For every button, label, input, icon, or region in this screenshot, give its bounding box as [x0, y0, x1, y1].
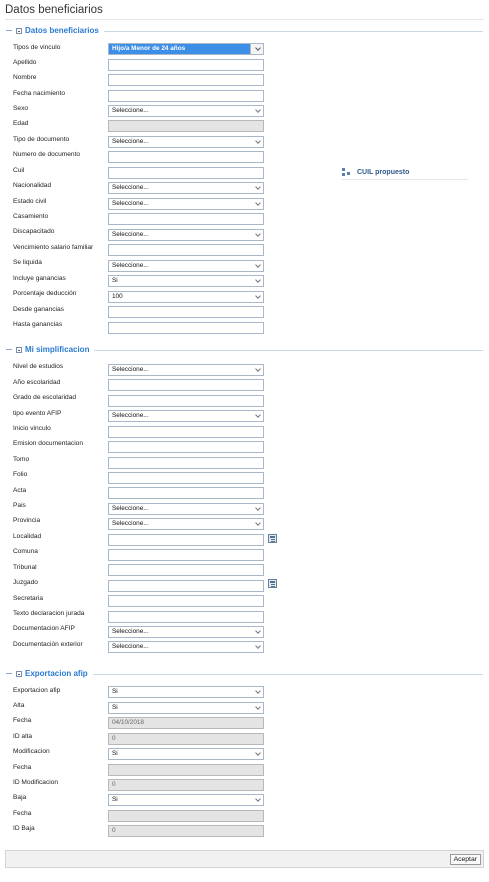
page-title: Datos beneficiarios [5, 4, 103, 16]
section-datos-beneficiarios [6, 26, 483, 36]
section-header[interactable] [6, 669, 93, 678]
secretaria-label: Secretaria [13, 595, 44, 602]
porcentaje-select[interactable]: 100 [108, 291, 264, 303]
folio-label: Folio [13, 471, 28, 478]
fecha-nacimiento-label: Fecha nacimiento [13, 90, 66, 97]
cuil-tree-icon [342, 168, 352, 176]
nombre-input[interactable] [108, 74, 264, 86]
grado-escolaridad-input[interactable] [108, 395, 264, 407]
desde-ganancias-label: Desde ganancias [13, 306, 64, 313]
cuil-propuesto-link[interactable] [342, 168, 409, 176]
title-divider [5, 19, 484, 20]
fecha-alta-input: 04/10/2018 [108, 717, 264, 729]
collapse-icon[interactable] [16, 28, 22, 34]
section-title: Exportacion afip [25, 669, 88, 678]
fecha-modificacion-label: Fecha [13, 764, 32, 771]
fecha-nacimiento-input[interactable] [108, 90, 264, 102]
vencimiento-input[interactable] [108, 244, 264, 256]
fecha-baja-input [108, 810, 264, 822]
dash-icon [6, 30, 12, 31]
cuil-input[interactable] [108, 167, 264, 179]
casamiento-label: Casamiento [13, 213, 49, 220]
tribunal-input[interactable] [108, 564, 264, 576]
id-baja-label: ID Baja [13, 825, 35, 832]
tipo-evento-select[interactable]: Seleccione... [108, 410, 264, 422]
texto-declaracion-label: Texto declaracion jurada [13, 610, 85, 617]
inicio-vinculo-input[interactable] [108, 426, 264, 438]
alta-label: Alta [13, 702, 25, 709]
tipo-evento-label: tipo evento AFIP [13, 410, 62, 417]
section-header[interactable] [6, 345, 94, 354]
estado-civil-select[interactable]: Seleccione... [108, 198, 264, 210]
documentacion-exterior-select[interactable]: Seleccione... [108, 641, 264, 653]
documentacion-exterior-label: Documentación exterior [13, 641, 83, 648]
provincia-label: Provincia [13, 517, 41, 524]
tipo-vinculo-label: Tipos de vinculo [13, 44, 61, 51]
porcentaje-label: Porcentaje deducción [13, 290, 77, 297]
modificacion-select[interactable]: Si [108, 748, 264, 760]
fecha-baja-label: Fecha [13, 810, 32, 817]
comuna-input[interactable] [108, 549, 264, 561]
baja-label: Baja [13, 794, 27, 801]
accept-button[interactable]: Aceptar [450, 854, 481, 865]
documentacion-afip-select[interactable]: Seleccione... [108, 626, 264, 638]
id-modificacion-label: ID Modificacion [13, 779, 59, 786]
juzgado-label: Juzgado [13, 579, 38, 586]
modificacion-label: Modificacion [13, 748, 50, 755]
alta-select[interactable]: Si [108, 702, 264, 714]
anio-escolaridad-label: Año escolaridad [13, 379, 61, 386]
acta-label: Acta [13, 487, 27, 494]
apellido-input[interactable] [108, 59, 264, 71]
tipo-documento-select[interactable]: Seleccione... [108, 136, 264, 148]
tomo-input[interactable] [108, 457, 264, 469]
pais-select[interactable]: Seleccione... [108, 503, 264, 515]
juzgado-input[interactable] [108, 580, 264, 592]
tipo-vinculo-select[interactable]: Hijo/a Menor de 24 años [108, 43, 264, 55]
incluye-ganancias-select[interactable]: Si [108, 275, 264, 287]
pais-label: Pais [13, 502, 26, 509]
hasta-ganancias-label: Hasta ganancias [13, 321, 63, 328]
se-liquida-select[interactable]: Seleccione... [108, 260, 264, 272]
tomo-label: Tomo [13, 456, 30, 463]
section-header[interactable] [6, 26, 104, 35]
baja-select[interactable]: Si [108, 794, 264, 806]
se-liquida-label: Se liquida [13, 259, 42, 266]
fecha-alta-label: Fecha [13, 717, 32, 724]
collapse-icon[interactable] [16, 347, 22, 353]
footer-bar [5, 850, 484, 868]
juzgado-lookup-icon[interactable] [268, 579, 277, 588]
nivel-estudios-label: Nivel de estudios [13, 363, 64, 370]
estado-civil-label: Estado civil [13, 198, 47, 205]
fecha-modificacion-input [108, 764, 264, 776]
emision-documentacion-label: Emision documentacion [13, 440, 84, 447]
localidad-lookup-icon[interactable] [268, 534, 277, 543]
vencimiento-label: Vencimiento salario familiar [13, 244, 94, 251]
texto-declaracion-input[interactable] [108, 611, 264, 623]
localidad-label: Localidad [13, 533, 42, 540]
localidad-input[interactable] [108, 534, 264, 546]
id-alta-input: 0 [108, 733, 264, 745]
id-alta-label: ID alta [13, 733, 33, 740]
incluye-ganancias-label: Incluye ganancias [13, 275, 66, 282]
apellido-label: Apellido [13, 59, 37, 66]
sexo-select[interactable]: Seleccione... [108, 105, 264, 117]
id-baja-input: 0 [108, 825, 264, 837]
folio-input[interactable] [108, 472, 264, 484]
grado-escolaridad-label: Grado de escolaridad [13, 394, 77, 401]
discapacitado-label: Discapacitado [13, 228, 55, 235]
nacionalidad-label: Nacionalidad [13, 182, 52, 189]
provincia-select[interactable]: Seleccione... [108, 518, 264, 530]
documentacion-afip-label: Documentacion AFIP [13, 625, 75, 632]
collapse-icon[interactable] [16, 671, 22, 677]
edad-label: Edad [13, 120, 29, 127]
anio-escolaridad-input[interactable] [108, 379, 264, 391]
casamiento-input[interactable] [108, 213, 264, 225]
section-exportacion-afip [6, 669, 483, 679]
emision-documentacion-input[interactable] [108, 441, 264, 453]
cuil-label: Cuil [13, 167, 25, 174]
comuna-label: Comuna [13, 548, 38, 555]
numero-documento-label: Numero de documento [13, 151, 81, 158]
dash-icon [6, 673, 12, 674]
numero-documento-input[interactable] [108, 151, 264, 163]
hasta-ganancias-input[interactable] [108, 322, 264, 334]
desde-ganancias-input[interactable] [108, 306, 264, 318]
section-title: Mi simplificacion [25, 345, 90, 354]
section-title: Datos beneficiarios [25, 26, 99, 35]
dash-icon [6, 349, 12, 350]
cuil-divider [342, 179, 468, 180]
tipo-documento-label: Tipo de documento [13, 136, 70, 143]
exportacion-afip-label: Exportacion afip [13, 687, 61, 694]
acta-input[interactable] [108, 487, 264, 499]
inicio-vinculo-label: Inicio vinculo [13, 425, 51, 432]
edad-input [108, 120, 264, 132]
nivel-estudios-select[interactable]: Seleccione... [108, 364, 264, 376]
tribunal-label: Tribunal [13, 564, 37, 571]
nacionalidad-select[interactable]: Seleccione... [108, 182, 264, 194]
sexo-label: Sexo [13, 105, 29, 112]
secretaria-input[interactable] [108, 595, 264, 607]
section-mi-simplificacion [6, 345, 483, 355]
cuil-propuesto-label: CUIL propuesto [357, 168, 410, 176]
discapacitado-select[interactable]: Seleccione... [108, 229, 264, 241]
nombre-label: Nombre [13, 74, 37, 81]
id-modificacion-input: 0 [108, 779, 264, 791]
exportacion-afip-select[interactable]: Si [108, 686, 264, 698]
